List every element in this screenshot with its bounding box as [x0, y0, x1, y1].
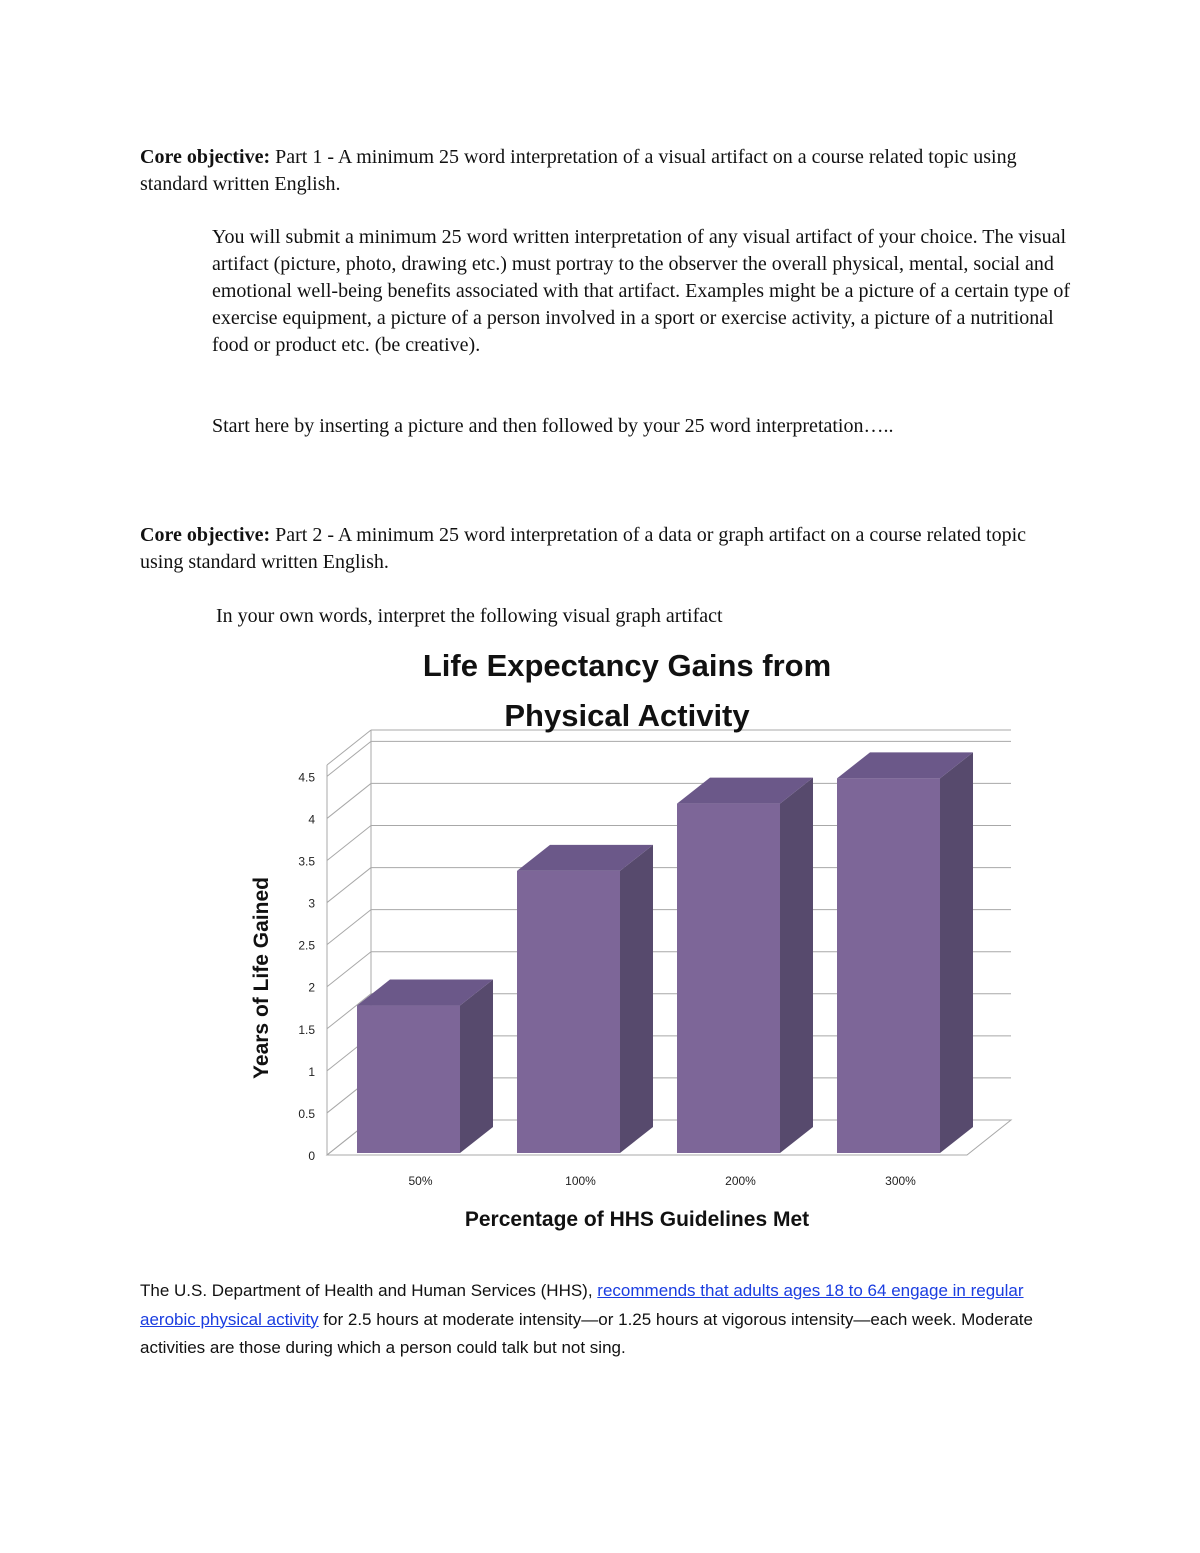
- x-tick-label: 100%: [565, 1174, 596, 1188]
- chart-bars: [357, 752, 973, 1153]
- bar-side: [460, 980, 493, 1153]
- x-tick-label: 200%: [725, 1174, 756, 1188]
- y-tick-label: 3: [308, 896, 315, 911]
- bar-100%: [517, 845, 653, 1153]
- gridline-side: [327, 910, 371, 945]
- hhs-guidelines-link[interactable]: recommends that adults ages 18 to 64 engage in regular aerobic physical activity: [140, 1281, 1024, 1329]
- part2-text: Part 2 - A minimum 25 word interpretation of a data or graph artifact on a course related topic using standard written English.: [140, 524, 1027, 573]
- y-tick-label: 4.5: [298, 770, 315, 785]
- gridline-side: [327, 783, 371, 818]
- x-tick-label: 300%: [885, 1174, 916, 1188]
- y-tick-label: 4: [308, 812, 315, 827]
- bar-200%: [677, 778, 813, 1153]
- y-tick-label: 0: [308, 1149, 315, 1163]
- y-axis-label: Years of Life Gained: [250, 877, 273, 1079]
- y-tick-label: 1: [308, 1064, 315, 1079]
- part1-text: Part 1 - A minimum 25 word interpretation of a visual artifact on a course related topic using standard written English.: [140, 146, 1017, 195]
- side-wall-top-edge: [327, 730, 371, 765]
- chart-title-line2: Physical Activity: [504, 698, 750, 733]
- bar-side: [940, 752, 973, 1153]
- x-tick-label: 50%: [408, 1174, 433, 1188]
- bar-front: [677, 804, 780, 1153]
- gridline-side: [327, 741, 371, 776]
- bar-front: [837, 778, 940, 1153]
- life-expectancy-chart: [230, 630, 1030, 1240]
- footer-text-after: for 2.5 hours at moderate intensity—or 1.25 hours at vigorous intensity—each week. Moderate activities are those during which a person could talk but not sing.: [140, 1309, 1033, 1357]
- part2-heading: Core objective:: [140, 524, 271, 546]
- y-tick-label: 2.5: [298, 938, 315, 953]
- gridline-side: [327, 868, 371, 903]
- bar-side: [620, 845, 653, 1153]
- part2-objective: [140, 522, 1040, 576]
- part1-start-here: Start here by inserting a picture and then followed by your 25 word interpretation…..: [212, 415, 894, 437]
- y-tick-label: 1.5: [298, 1022, 315, 1037]
- bar-50%: [357, 980, 493, 1153]
- y-tick-label: 2: [308, 980, 315, 995]
- y-tick-label: 0.5: [298, 1106, 315, 1121]
- bar-front: [517, 871, 620, 1153]
- part1-objective: [140, 144, 1040, 198]
- footer-text-before: The U.S. Department of Health and Human Services (HHS),: [140, 1281, 598, 1300]
- gridline-side: [327, 952, 371, 987]
- x-axis-label: Percentage of HHS Guidelines Met: [464, 1208, 810, 1231]
- y-tick-labels: [298, 770, 315, 1163]
- gridline-side: [327, 826, 371, 861]
- part1-heading: Core objective:: [140, 146, 271, 168]
- part2-intro: In your own words, interpret the following visual graph artifact: [216, 605, 723, 627]
- bar-300%: [837, 752, 973, 1153]
- bar-front: [357, 1006, 460, 1153]
- x-tick-labels: [408, 1174, 916, 1188]
- hhs-recommendation: [140, 1277, 1070, 1363]
- y-tick-label: 3.5: [298, 854, 315, 869]
- chart-title-line1: Life Expectancy Gains from: [422, 648, 832, 683]
- bar-side: [780, 778, 813, 1153]
- part1-instructions: You will submit a minimum 25 word written interpretation of any visual artifact of your choice. The visual artifact (picture, photo, drawing etc.) must portray to the observer the overall physical, mental, social and emotional well-being benefits associated with that artifact. Examples might be a picture of a certain type of exercise equipment, a picture of a person involved in a sport or exercise activity, a picture of a nutritional food or product etc. (be creative).: [212, 226, 1071, 356]
